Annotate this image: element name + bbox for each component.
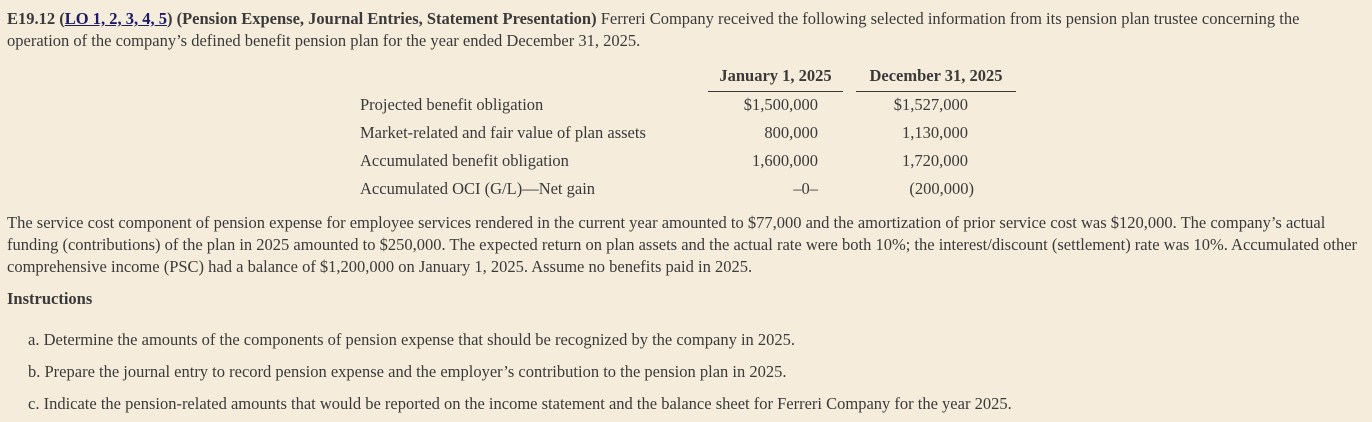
dec-value: 1,130,000: [902, 123, 968, 142]
instruction-item-a: a. Determine the amounts of the components of pension expense that should be recognized by the company in 2025.: [28, 330, 796, 349]
learning-objectives-link[interactable]: LO 1, 2, 3, 4, 5: [64, 9, 167, 28]
lo-paren-open: (: [59, 9, 65, 28]
column-header-dec: December 31, 2025: [869, 66, 1003, 85]
jan-value: –0–: [793, 179, 818, 198]
jan-value: 1,600,000: [752, 151, 818, 170]
column-header-jan: January 1, 2025: [719, 66, 832, 85]
intro-text: Ferreri Company received the following selected information from its pension plan trustee concerning the operation of the company’s defined benefit pension plan for the year ended December 31, 2025.: [7, 9, 1300, 50]
header-underline: [708, 91, 843, 92]
jan-value: 800,000: [764, 123, 818, 142]
header-underline: [856, 91, 1016, 92]
row-label: Accumulated benefit obligation: [360, 151, 569, 170]
exercise-number: E19.12: [7, 9, 56, 28]
row-label: Accumulated OCI (G/L)—Net gain: [360, 179, 596, 198]
instructions-heading: Instructions: [7, 289, 93, 308]
jan-value: $1,500,000: [743, 95, 818, 114]
facts-paragraph: The service cost component of pension expense for employee services rendered in the current year amounted to $77,000 and the amortization of prior service cost was $120,000. The company’s actual funding (contributions) of the plan in 2025 amounted to $250,000. The expected return on plan assets and the actual rate were both 10%; the interest/discount (settlement) rate was 10%. Accumulated other comprehensive income (PSC) had a balance of $1,200,000 on January 1, 2025. Assume no benefits paid in 2025.: [7, 213, 1358, 276]
dec-value: 1,720,000: [902, 151, 968, 170]
row-label: Projected benefit obligation: [360, 95, 544, 114]
exercise-intro: [7, 8, 1362, 52]
table-row: [360, 150, 1060, 178]
lo-paren-close: ): [166, 9, 173, 28]
exercise-title: (Pension Expense, Journal Entries, Statement Presentation): [176, 9, 597, 28]
instruction-item-c: c. Indicate the pension-related amounts that would be reported on the income statement and the balance sheet for Ferreri Company for the year 2025.: [28, 394, 1012, 413]
dec-value: (200,000): [909, 179, 974, 198]
table-row: [360, 178, 1060, 206]
table-row: [360, 122, 1060, 150]
instruction-item-b: b. Prepare the journal entry to record pension expense and the employer’s contribution to the pension plan in 2025.: [28, 362, 787, 381]
dec-value: $1,527,000: [893, 95, 968, 114]
table-row: [360, 94, 1060, 122]
row-label: Market-related and fair value of plan assets: [360, 123, 646, 142]
